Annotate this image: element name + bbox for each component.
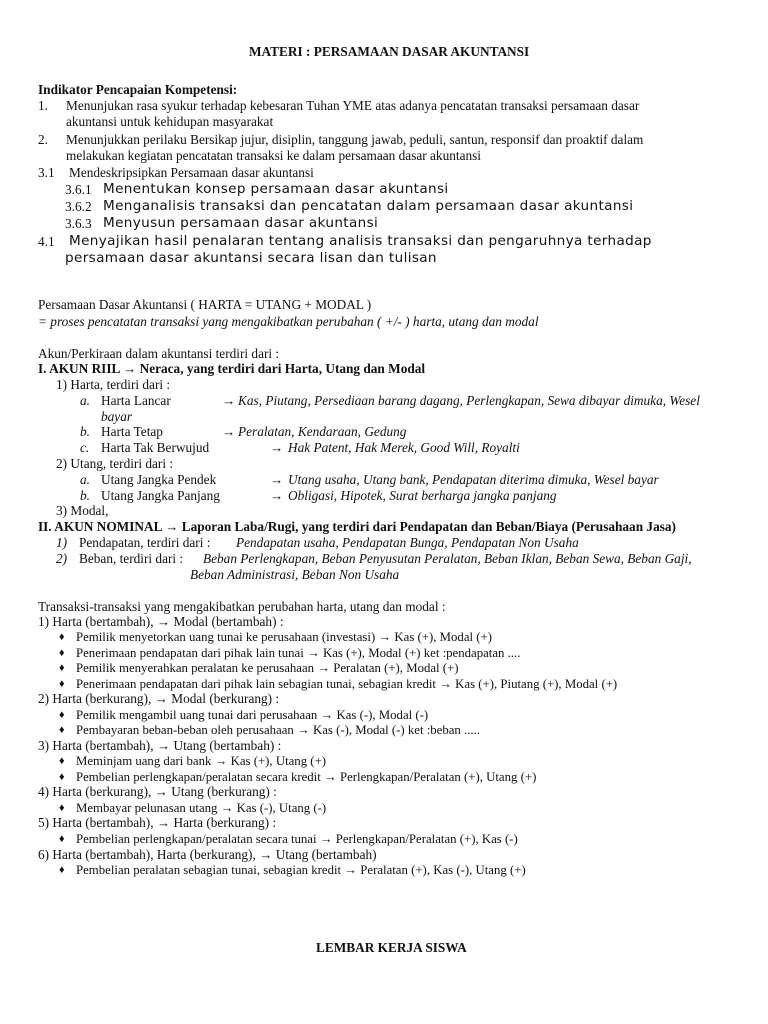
- bullet-icon: ♦: [59, 864, 65, 876]
- transaksi-4-item-1: Membayar pelunasan utang → Kas (-), Utang (-): [76, 801, 327, 815]
- transaksi-group-4-head: 4) Harta (berkurang), → Utang (berkurang) :: [38, 784, 277, 799]
- nominal-1-num: 1): [56, 535, 68, 550]
- nominal-2-num: 2): [56, 551, 68, 566]
- transaksi-group-2-head: 2) Harta (berkurang), → Modal (berkurang) :: [38, 691, 280, 706]
- transaksi-group-6-head: 6) Harta (bertambah), Harta (berkurang), → Utang (bertambah): [38, 847, 377, 862]
- bullet-icon: ♦: [59, 678, 65, 690]
- utang-b-letter: b.: [80, 488, 90, 503]
- indikator-363-text: Menyusun persamaan dasar akuntansi: [103, 215, 379, 231]
- akun-intro: Akun/Perkiraan dalam akuntansi terdiri dari :: [38, 346, 280, 361]
- bullet-icon: ♦: [59, 833, 65, 845]
- transaksi-3-item-2: Pembelian perlengkapan/peralatan secara kredit → Perlengkapan/Peralatan (+), Utang (+): [76, 770, 537, 784]
- bullet-icon: ♦: [59, 662, 65, 674]
- harta-a-arrow: →: [222, 393, 236, 408]
- nominal-2-label: Beban, terdiri dari :: [79, 551, 184, 566]
- indikator-362-text: Menganalisis transaksi dan pencatatan dalam persamaan dasar akuntansi: [103, 198, 634, 214]
- transaksi-1-item-4: Penerimaan pendapatan dari pihak lain sebagian tunai, sebagian kredit → Kas (+), Piutang (+), Modal (+): [76, 677, 618, 691]
- transaksi-group-1-head: 1) Harta (bertambah), → Modal (bertambah) :: [38, 614, 284, 629]
- nominal-1-label: Pendapatan, terdiri dari :: [79, 535, 211, 550]
- utang-a-arrow: →: [270, 472, 284, 487]
- transaksi-1-item-3: Pemilik menyerahkan peralatan ke perusahaan → Peralatan (+), Modal (+): [76, 661, 459, 675]
- utang-a-desc: Utang usaha, Utang bank, Pendapatan diterima dimuka, Wesel bayar: [288, 472, 659, 487]
- transaksi-intro: Transaksi-transaksi yang mengakibatkan perubahan harta, utang dan modal :: [38, 599, 446, 614]
- transaksi-group-3-head: 3) Harta (bertambah), → Utang (bertambah) :: [38, 738, 282, 753]
- utang-b-arrow: →: [270, 488, 284, 503]
- indikator-362-num: 3.6.2: [65, 199, 92, 214]
- indikator-2-num: 2.: [38, 132, 48, 147]
- harta-c-arrow: →: [270, 440, 284, 455]
- harta-a-letter: a.: [80, 393, 90, 408]
- indikator-1-line1: Menunjukan rasa syukur terhadap kebesaran Tuhan YME atas adanya pencatatan transaksi persamaan dasar: [66, 98, 640, 113]
- indikator-41-num: 4.1: [38, 234, 55, 249]
- utang-a-label: Utang Jangka Pendek: [101, 472, 217, 487]
- harta-heading: 1) Harta, terdiri dari :: [56, 377, 171, 392]
- nominal-1-desc: Pendapatan usaha, Pendapatan Bunga, Pendapatan Non Usaha: [236, 535, 579, 550]
- indikator-2-line1: Menunjukkan perilaku Bersikap jujur, disiplin, tanggung jawab, peduli, santun, responsif dan proaktif dalam: [66, 132, 644, 147]
- akun-riil-heading: I. AKUN RIIL → Neraca, yang terdiri dari Harta, Utang dan Modal: [38, 361, 426, 376]
- indikator-361-text: Menentukan konsep persamaan dasar akuntansi: [103, 181, 449, 197]
- utang-b-label: Utang Jangka Panjang: [101, 488, 220, 503]
- bullet-icon: ♦: [59, 709, 65, 721]
- utang-b-desc: Obligasi, Hipotek, Surat berharga jangka panjang: [288, 488, 557, 503]
- harta-a-label: Harta Lancar: [101, 393, 171, 408]
- indikator-41-line2: persamaan dasar akuntansi secara lisan dan tulisan: [65, 250, 437, 266]
- persamaan-heading: Persamaan Dasar Akuntansi ( HARTA = UTANG + MODAL ): [38, 297, 372, 312]
- transaksi-2-item-2: Pembayaran beban-beban oleh perusahaan → Kas (-), Modal (-) ket :beban .....: [76, 723, 481, 737]
- akun-nominal-heading: II. AKUN NOMINAL → Laporan Laba/Rugi, yang terdiri dari Pendapatan dan Beban/Biaya (Perusahaan Jasa): [38, 519, 676, 534]
- indikator-1-num: 1.: [38, 98, 48, 113]
- transaksi-1-item-2: Penerimaan pendapatan dari pihak lain tunai → Kas (+), Modal (+) ket :pendapatan ....: [76, 646, 521, 660]
- nominal-2-desc2: Beban Administrasi, Beban Non Usaha: [190, 567, 400, 582]
- bullet-icon: ♦: [59, 631, 65, 643]
- lembar-kerja-heading: LEMBAR KERJA SISWA: [316, 940, 467, 955]
- bullet-icon: ♦: [59, 647, 65, 659]
- nominal-2-desc: Beban Perlengkapan, Beban Penyusutan Peralatan, Beban Iklan, Beban Sewa, Beban Gaji,: [203, 551, 692, 566]
- utang-a-letter: a.: [80, 472, 90, 487]
- transaksi-group-5-head: 5) Harta (bertambah), → Harta (berkurang) :: [38, 815, 277, 830]
- transaksi-3-item-1: Meminjam uang dari bank → Kas (+), Utang (+): [76, 754, 327, 768]
- modal-heading: 3) Modal,: [56, 503, 109, 518]
- indikator-2-line2: melakukan kegiatan pencatatan transaksi ke dalam persamaan dasar akuntansi: [66, 148, 481, 163]
- harta-b-label: Harta Tetap: [101, 424, 163, 439]
- indikator-1-line2: akuntansi untuk kehidupan masyarakat: [66, 114, 274, 129]
- indikator-363-num: 3.6.3: [65, 216, 92, 231]
- indikator-361-num: 3.6.1: [65, 182, 92, 197]
- indikator-41-line1: Menyajikan hasil penalaran tentang analisis transaksi dan pengaruhnya terhadap: [69, 233, 652, 249]
- harta-a-desc2: bayar: [101, 409, 133, 424]
- harta-a-desc: Kas, Piutang, Persediaan barang dagang, Perlengkapan, Sewa dibayar dimuka, Wesel: [238, 393, 700, 408]
- bullet-icon: ♦: [59, 755, 65, 767]
- indikator-heading: Indikator Pencapaian Kompetensi:: [38, 82, 238, 97]
- transaksi-2-item-1: Pemilik mengambil uang tunai dari perusahaan → Kas (-), Modal (-): [76, 708, 429, 722]
- bullet-icon: ♦: [59, 802, 65, 814]
- page-title: MATERI : PERSAMAAN DASAR AKUNTANSI: [249, 44, 530, 59]
- harta-c-letter: c.: [80, 440, 90, 455]
- transaksi-6-item-1: Pembelian peralatan sebagian tunai, sebagian kredit → Peralatan (+), Kas (-), Utang (+): [76, 863, 526, 877]
- utang-heading: 2) Utang, terdiri dari :: [56, 456, 174, 471]
- bullet-icon: ♦: [59, 724, 65, 736]
- indikator-31-text: Mendeskripsipkan Persamaan dasar akuntansi: [69, 165, 314, 180]
- harta-b-desc: Peralatan, Kendaraan, Gedung: [238, 424, 407, 439]
- persamaan-definition: = proses pencatatan transaksi yang mengakibatkan perubahan ( +/- ) harta, utang dan modal: [38, 314, 539, 329]
- transaksi-1-item-1: Pemilik menyetorkan uang tunai ke perusahaan (investasi) → Kas (+), Modal (+): [76, 630, 492, 644]
- transaksi-5-item-1: Pembelian perlengkapan/peralatan secara tunai → Perlengkapan/Peralatan (+), Kas (-): [76, 832, 518, 846]
- harta-c-desc: Hak Patent, Hak Merek, Good Will, Royalti: [288, 440, 520, 455]
- indikator-31-num: 3.1: [38, 165, 55, 180]
- harta-b-letter: b.: [80, 424, 90, 439]
- harta-c-label: Harta Tak Berwujud: [101, 440, 210, 455]
- bullet-icon: ♦: [59, 771, 65, 783]
- harta-b-arrow: →: [222, 424, 236, 439]
